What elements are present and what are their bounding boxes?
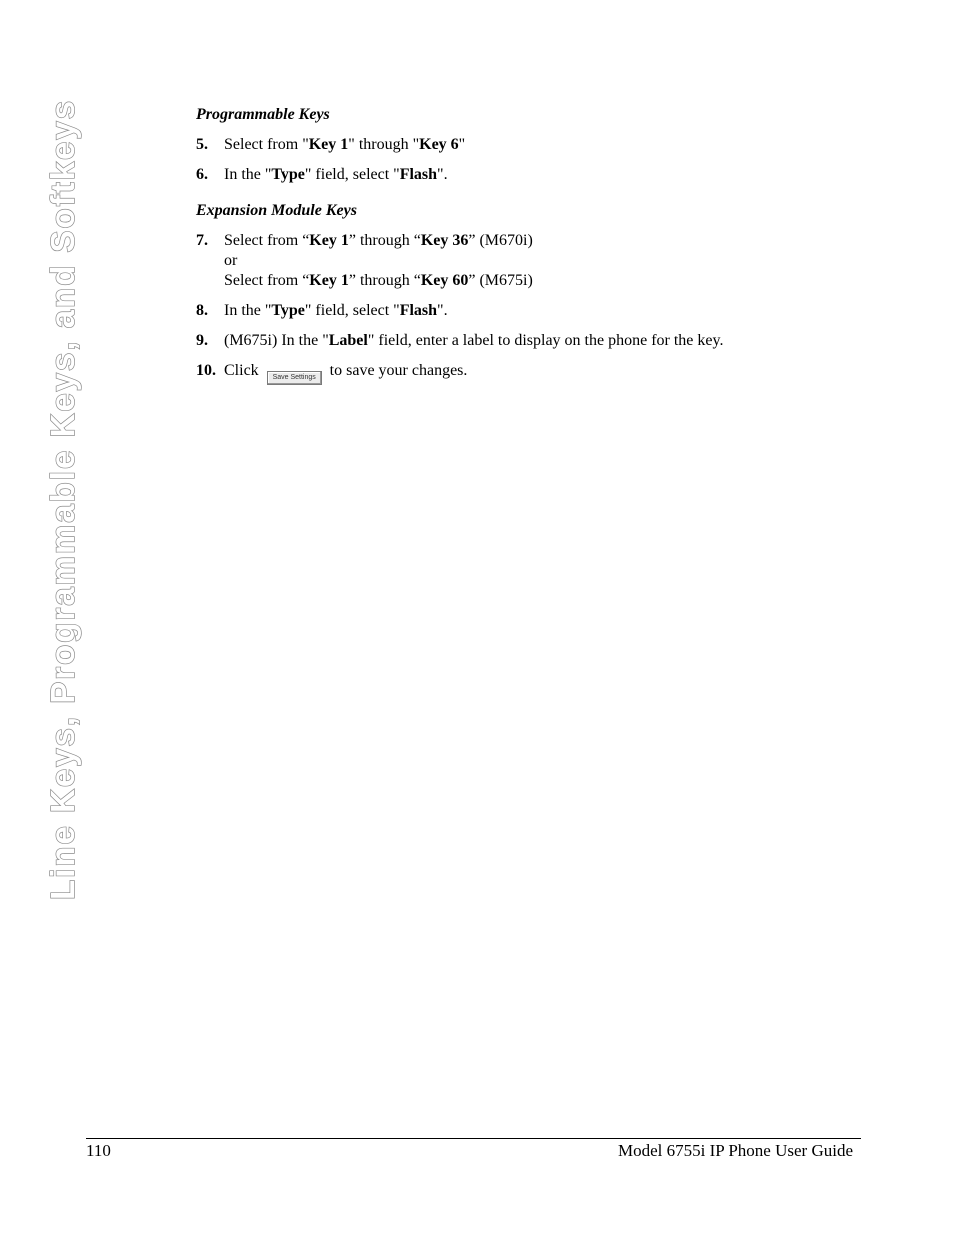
step-text: ". <box>437 302 448 319</box>
step-text: Select from " <box>224 136 309 153</box>
step-7-or: or <box>224 252 238 269</box>
step-text: " field, enter a label to display on the phone for the key. <box>367 332 724 349</box>
main-content <box>196 105 846 395</box>
step-number: 9. <box>196 332 208 349</box>
guide-title: Model 6755i IP Phone User Guide <box>618 1141 853 1160</box>
step-text: ” (M675i) <box>468 272 533 289</box>
step-text: Select from “ <box>224 272 310 289</box>
step-number: 5. <box>196 136 208 153</box>
key-name: Key 6 <box>419 136 459 153</box>
step-text: " through " <box>348 136 420 153</box>
step-7-line-2 <box>224 271 846 291</box>
step-text: Select from “ <box>224 232 310 249</box>
step-text: (M675i) In the " <box>224 332 329 349</box>
step-text: " field, select " <box>304 302 400 319</box>
step-8 <box>196 301 846 321</box>
field-value: Flash <box>399 166 438 183</box>
step-text: In the " <box>224 166 272 183</box>
step-9 <box>196 331 846 351</box>
step-number: 6. <box>196 166 208 183</box>
key-name: Key 36 <box>420 232 469 249</box>
step-text: to save your changes. <box>329 362 468 379</box>
step-number: 7. <box>196 232 208 249</box>
field-name: Type <box>271 302 305 319</box>
key-name: Key 1 <box>309 272 349 289</box>
field-value: Flash <box>399 302 438 319</box>
step-7-line-1 <box>224 231 846 251</box>
step-5 <box>196 135 846 155</box>
step-text: ” through “ <box>348 232 421 249</box>
step-text: " <box>458 136 466 153</box>
step-text: ” through “ <box>348 272 421 289</box>
field-name: Label <box>328 332 368 349</box>
page-number: 110 <box>86 1141 111 1160</box>
step-6 <box>196 165 846 185</box>
footer-divider <box>86 1138 861 1139</box>
step-text: In the " <box>224 302 272 319</box>
step-7 <box>196 231 846 291</box>
programmable-keys-heading: Programmable Keys <box>196 106 330 123</box>
save-settings-button-image: Save Settings <box>267 371 322 385</box>
key-name: Key 1 <box>309 232 349 249</box>
chapter-side-title: Line Keys, Programmable Keys, and Softkeys <box>44 98 81 900</box>
expansion-module-keys-heading: Expansion Module Keys <box>196 202 357 219</box>
step-10 <box>196 361 846 385</box>
step-number: 10. <box>196 362 216 379</box>
step-text: Click <box>224 362 259 379</box>
field-name: Type <box>271 166 305 183</box>
key-name: Key 60 <box>420 272 469 289</box>
key-name: Key 1 <box>308 136 349 153</box>
step-text: ” (M670i) <box>468 232 533 249</box>
step-text: ". <box>437 166 448 183</box>
step-text: " field, select " <box>304 166 400 183</box>
step-number: 8. <box>196 302 208 319</box>
